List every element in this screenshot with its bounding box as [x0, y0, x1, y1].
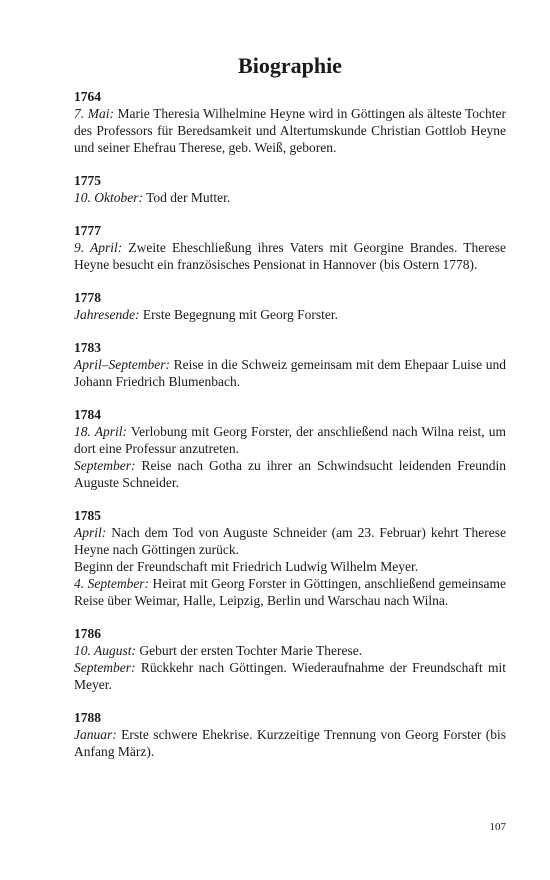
- entry-date-label: 10. August:: [74, 643, 137, 658]
- entry-text: Rückkehr nach Göttingen. Wiederaufnahme der Freundschaft mit Meyer.: [74, 660, 506, 692]
- entry-paragraph: [74, 575, 506, 609]
- entry-date-label: 10. Oktober:: [74, 190, 143, 205]
- entry-date-label: 4. September:: [74, 576, 150, 591]
- entry-1775: [74, 172, 506, 206]
- entry-text: Reise nach Gotha zu ihrer an Schwindsucht leidenden Freundin Auguste Schneider.: [74, 458, 506, 490]
- entry-text: Beginn der Freundschaft mit Friedrich Ludwig Wilhelm Meyer.: [74, 559, 419, 574]
- entry-year: 1775: [74, 173, 101, 188]
- entry-text: Geburt der ersten Tochter Marie Therese.: [136, 643, 363, 658]
- entry-text: Erste Begegnung mit Georg Forster.: [139, 307, 338, 322]
- entry-date-label: April–September:: [74, 357, 170, 372]
- entry-paragraph: [74, 457, 506, 491]
- entry-paragraph: [74, 524, 506, 558]
- entry-date-label: 7. Mai:: [74, 106, 114, 121]
- entry-year: 1788: [74, 710, 101, 725]
- entry-date-label: Januar:: [74, 727, 117, 742]
- entry-text: Marie Theresia Wilhelmine Heyne wird in Göttingen als älteste Tochter des Professors für Beredsamkeit und Altertumskunde Christian Gottlob Heyne und seiner Ehefrau Therese, geb. Weiß, geboren.: [74, 106, 506, 155]
- entry-date-label: September:: [74, 660, 136, 675]
- entry-text: Zweite Eheschließung ihres Vaters mit Georgine Brandes. Therese Heyne besucht ein französisches Pensionat in Hannover (bis Ostern 1778).: [74, 240, 506, 272]
- entry-year: 1786: [74, 626, 101, 641]
- entry-paragraph: [74, 558, 506, 575]
- page-number: 107: [489, 821, 506, 833]
- entry-paragraph: [74, 189, 506, 206]
- entry-text: Heirat mit Georg Forster in Göttingen, anschließend gemeinsame Reise über Weimar, Halle, Leipzig, Berlin und Warschau nach Wilna.: [74, 576, 506, 608]
- entry-year: 1778: [74, 290, 101, 305]
- entry-date-label: 9. April:: [74, 240, 123, 255]
- entry-paragraph: [74, 306, 506, 323]
- entry-paragraph: [74, 642, 506, 659]
- entry-paragraph: [74, 239, 506, 273]
- entry-1778: [74, 289, 506, 323]
- entry-text: Tod der Mutter.: [142, 190, 231, 205]
- entry-text: Erste schwere Ehekrise. Kurzzeitige Trennung von Georg Forster (bis Anfang März).: [74, 727, 506, 759]
- entry-date-label: April:: [74, 525, 107, 540]
- entry-1783: [74, 339, 506, 390]
- entry-text: Nach dem Tod von Auguste Schneider (am 23. Februar) kehrt Therese Heyne nach Göttingen zurück.: [74, 525, 506, 557]
- entry-paragraph: [74, 726, 506, 760]
- entry-1785: [74, 507, 506, 609]
- entry-text: Verlobung mit Georg Forster, der anschließend nach Wilna reist, um dort eine Professur anzutreten.: [74, 424, 506, 456]
- entry-1788: [74, 709, 506, 760]
- entry-year: 1783: [74, 340, 101, 355]
- entry-date-label: 18. April:: [74, 424, 127, 439]
- page-body: [74, 52, 506, 776]
- page-title: Biographie: [238, 53, 342, 78]
- entry-1764: [74, 88, 506, 156]
- entry-date-label: Jahresende:: [74, 307, 140, 322]
- entry-paragraph: [74, 105, 506, 156]
- entry-year: 1784: [74, 407, 101, 422]
- entry-1784: [74, 406, 506, 491]
- entry-1786: [74, 625, 506, 693]
- entry-year: 1785: [74, 508, 101, 523]
- entry-paragraph: [74, 423, 506, 457]
- entry-year: 1764: [74, 89, 101, 104]
- entry-date-label: September:: [74, 458, 136, 473]
- entry-year: 1777: [74, 223, 101, 238]
- entry-paragraph: [74, 659, 506, 693]
- entry-1777: [74, 222, 506, 273]
- entry-text: Reise in die Schweiz gemeinsam mit dem Ehepaar Luise und Johann Friedrich Blumenbach.: [74, 357, 506, 389]
- entry-paragraph: [74, 356, 506, 390]
